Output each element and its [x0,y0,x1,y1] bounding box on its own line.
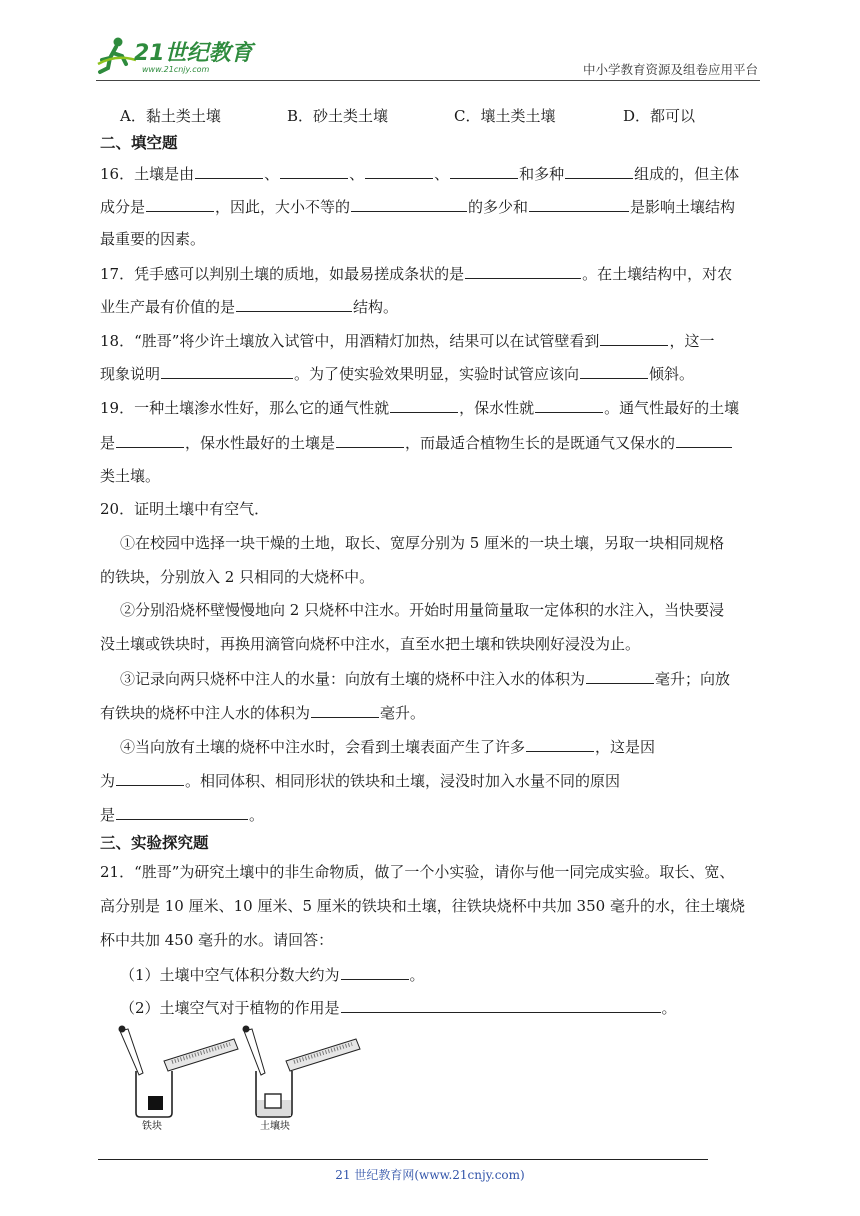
q20-step2-line2: 没土壤或铁块时，再换用滴管向烧杯中注水，直至水把土壤和铁块刚好浸没为止。 [100,635,641,653]
blank [116,770,184,786]
q19-line3: 类土壤。 [100,467,161,485]
platform-title: 中小学教育资源及组卷应用平台 [582,62,758,77]
q20-step4-line3: 是 。 [100,806,265,824]
q20-step3-line2: 有铁块的烧杯中注人水的体积为 毫升。 [100,704,426,722]
page-header [0,0,860,90]
dropper-iron [120,1029,143,1075]
q20-step1-line2: 的铁块，分别放入 2 只相同的大烧杯中。 [100,568,375,586]
soil-block [265,1094,281,1108]
q20-step1-line1: ①在校园中选择一块干燥的土地，取长、宽厚分别为 5 厘米的一块土壤，另取一块相同规格 [120,534,725,552]
q17-line2: 业生产最有价值的是 结构。 [100,298,399,316]
section-heading-fill: 二、填空题 [100,134,178,152]
footer-divider [98,1159,708,1160]
dropper-soil [244,1029,265,1075]
q18-line1: 18．“胜哥”将少许土壤放入试管中，用酒精灯加热，结果可以在试管壁看到 ，这一 [100,332,715,350]
iron-block [148,1096,163,1110]
q16-line3: 最重要的因素。 [100,230,206,248]
svg-text:铁块: 铁块 [142,1121,162,1132]
option-a: A．黏土类土壤 [120,107,221,125]
experiment-figure [110,1025,380,1135]
site-logo [96,34,266,78]
q19-line1: 19．一种土壤渗水性好，那么它的通气性就 ，保水性就 。通气性最好的土壤 [100,399,740,417]
blank [390,397,458,413]
beaker-iron [136,1071,172,1117]
q20-step4-line1: ④当向放有土壤的烧杯中注水时，会看到土壤表面产生了许多 ，这是因 [120,738,656,756]
blank [580,363,648,379]
q18-line2: 现象说明 。为了使实验效果明显，实验时试管应该向 倾斜。 [100,365,695,383]
blank [586,668,654,684]
svg-text:土壤块: 土壤块 [260,1121,290,1132]
section-heading-experiment: 三、实验探究题 [100,834,209,852]
blank [351,196,467,212]
blank [280,163,348,179]
iron-beaker-setup [119,1026,239,1133]
blank [535,397,603,413]
q21-part1: （1）土壤中空气体积分数大约为 。 [120,966,425,984]
header-divider [96,80,760,81]
q20-step3-line1: ③记录向两只烧杯中注人的水量：向放有土壤的烧杯中注入水的体积为 毫升；向放 [120,670,731,688]
q16-line1: 16．土壤是由 、 、 、 和多种 组成的，但主体 [100,165,740,183]
blank [116,804,248,820]
q20-step2-line1: ②分别沿烧杯壁慢慢地向 2 只烧杯中注水。开始时用量筒量取一定体积的水注入，当快要浸 [120,601,725,619]
blank [146,196,214,212]
blank [465,263,581,279]
q16-line2: 成分是 ，因此，大小不等的 的多少和 是影响土壤结构 [100,198,736,216]
blank [236,296,352,312]
blank [565,163,633,179]
runner-icon [98,38,136,73]
blank [116,432,184,448]
q17-line1: 17．凭手感可以判别土壤的质地，如最易搓成条状的是 。在土壤结构中，对农 [100,265,733,283]
footer-link[interactable]: 21 世纪教育网(www.21cnjy.com) [335,1168,525,1182]
svg-text:www.21cnjy.com: www.21cnjy.com [142,65,210,74]
option-c: C．壤土类土壤 [454,107,556,125]
q20-step4-line2: 为 。相同体积、相同形状的铁块和土壤，浸没时加入水量不同的原因 [100,772,621,790]
blank [341,997,661,1013]
blank [341,964,409,980]
blank [600,330,668,346]
blank [311,702,379,718]
q20-title: 20．证明土壤中有空气． [100,500,270,518]
blank [336,432,404,448]
svg-text:21世纪教育: 21世纪教育 [134,41,253,66]
blank [161,363,293,379]
option-b: B．砂土类土壤 [287,107,389,125]
soil-beaker-setup [243,1026,361,1133]
q21-part2: （2）土壤空气对于植物的作用是 。 [120,999,677,1017]
blank [450,163,518,179]
blank [195,163,263,179]
q21-line3: 杯中共加 450 毫升的水。请回答： [100,931,334,949]
option-d: D．都可以 [623,107,696,125]
q21-line1: 21．“胜哥”为研究土壤中的非生命物质，做了一个小实验，请你与他一同完成实验。取长、宽、 [100,863,735,881]
blank [526,736,594,752]
blank [676,432,732,448]
q21-line2: 高分别是 10 厘米、10 厘米、5 厘米的铁块和土壤，往铁块烧杯中共加 350 毫升的水，往土壤烧 [100,897,745,915]
blank [365,163,433,179]
blank [529,196,629,212]
q19-line2: 是 ，保水性最好的土壤是 ，而最适合植物生长的是既通气又保水的 [100,432,733,453]
